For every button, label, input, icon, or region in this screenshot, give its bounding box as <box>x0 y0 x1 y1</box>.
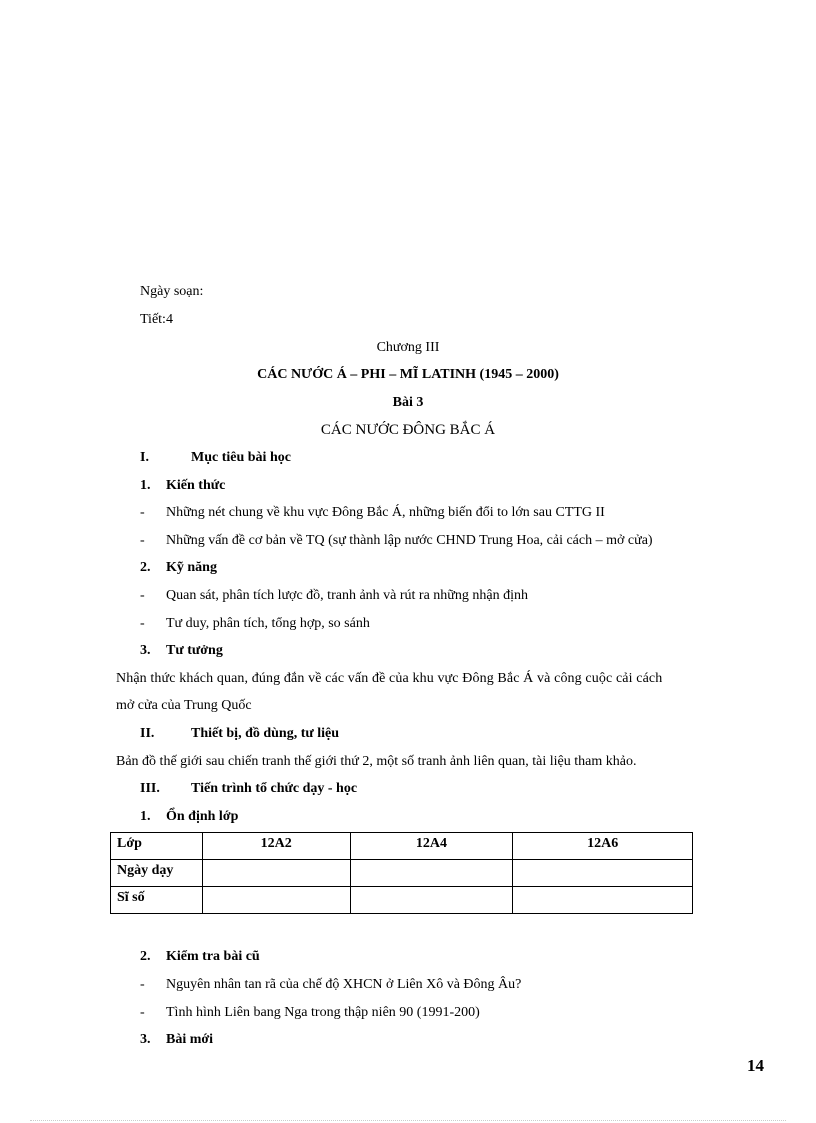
table-cell <box>202 887 350 914</box>
section-1-title: Mục tiêu bài học <box>191 450 291 465</box>
table-row <box>111 887 693 914</box>
table-cell <box>202 860 350 887</box>
skills-item: Quan sát, phân tích lược đồ, tranh ảnh và rút ra những nhận định <box>166 588 528 603</box>
section-2-number: II. <box>140 726 155 741</box>
chapter-title: CÁC NƯỚC Á – PHI – MĨ LATINH (1945 – 2000) <box>257 367 559 382</box>
knowledge-item: Những nét chung về khu vực Đông Bắc Á, những biến đổi to lớn sau CTTG II <box>166 505 605 520</box>
knowledge-item: Những vấn đề cơ bản về TQ (sự thành lập nước CHND Trung Hoa, cải cách – mở cửa) <box>166 533 653 548</box>
attitude-number: 3. <box>140 643 151 658</box>
bullet: - <box>140 616 145 631</box>
table-row-label: Sĩ số <box>111 887 203 914</box>
class-check-title: Ổn định lớp <box>166 809 239 824</box>
bullet: - <box>140 588 145 603</box>
table-header-cell: 12A2 <box>202 833 350 860</box>
attitude-title: Tư tưởng <box>166 643 223 658</box>
attitude-paragraph-line-2: mở cửa của Trung Quốc <box>116 698 252 713</box>
review-item: Tình hình Liên bang Nga trong thập niên 90 (1991-200) <box>166 1005 480 1020</box>
section-2-title: Thiết bị, đồ dùng, tư liệu <box>191 726 340 741</box>
section-1-number: I. <box>140 450 149 465</box>
class-check-number: 1. <box>140 809 151 824</box>
knowledge-title: Kiến thức <box>166 478 226 493</box>
chapter-label: Chương III <box>376 340 440 355</box>
period-label: Tiết:4 <box>140 312 173 327</box>
review-title: Kiểm tra bài cũ <box>166 949 260 964</box>
section-3-number: III. <box>140 781 160 796</box>
page-divider <box>30 1120 786 1121</box>
bullet: - <box>140 533 145 548</box>
table-header-row <box>111 833 693 860</box>
lesson-title: CÁC NƯỚC ĐÔNG BẮC Á <box>320 422 496 438</box>
skills-number: 2. <box>140 560 151 575</box>
table-cell <box>513 887 693 914</box>
table-cell <box>513 860 693 887</box>
table-cell <box>350 887 513 914</box>
new-lesson-number: 3. <box>140 1032 151 1047</box>
skills-title: Kỹ năng <box>166 560 217 575</box>
page-number: 14 <box>747 1056 764 1075</box>
skills-item: Tư duy, phân tích, tổng hợp, so sánh <box>166 616 370 631</box>
class-table <box>110 832 693 914</box>
knowledge-number: 1. <box>140 478 151 493</box>
lesson-number: Bài 3 <box>392 395 424 410</box>
table-header-cell: 12A4 <box>350 833 513 860</box>
prep-date-label: Ngày soạn: <box>140 284 204 299</box>
table-cell <box>350 860 513 887</box>
table-row-label: Ngày dạy <box>111 860 203 887</box>
review-number: 2. <box>140 949 151 964</box>
equipment-paragraph: Bản đồ thế giới sau chiến tranh thế giới thứ 2, một số tranh ảnh liên quan, tài liệu tham khảo. <box>116 754 637 769</box>
new-lesson-title: Bài mới <box>166 1032 214 1047</box>
attitude-paragraph-line-1: Nhận thức khách quan, đúng đắn về các vấn đề của khu vực Đông Bắc Á và công cuộc cải cách <box>116 671 663 686</box>
bullet: - <box>140 505 145 520</box>
table-header-cell: 12A6 <box>513 833 693 860</box>
bullet: - <box>140 1005 145 1020</box>
table-row <box>111 860 693 887</box>
review-item: Nguyên nhân tan rã của chế độ XHCN ở Liên Xô và Đông Âu? <box>166 977 522 992</box>
bullet: - <box>140 977 145 992</box>
table-header-cell: Lớp <box>111 833 203 860</box>
section-3-title: Tiến trình tổ chức dạy - học <box>191 781 358 796</box>
